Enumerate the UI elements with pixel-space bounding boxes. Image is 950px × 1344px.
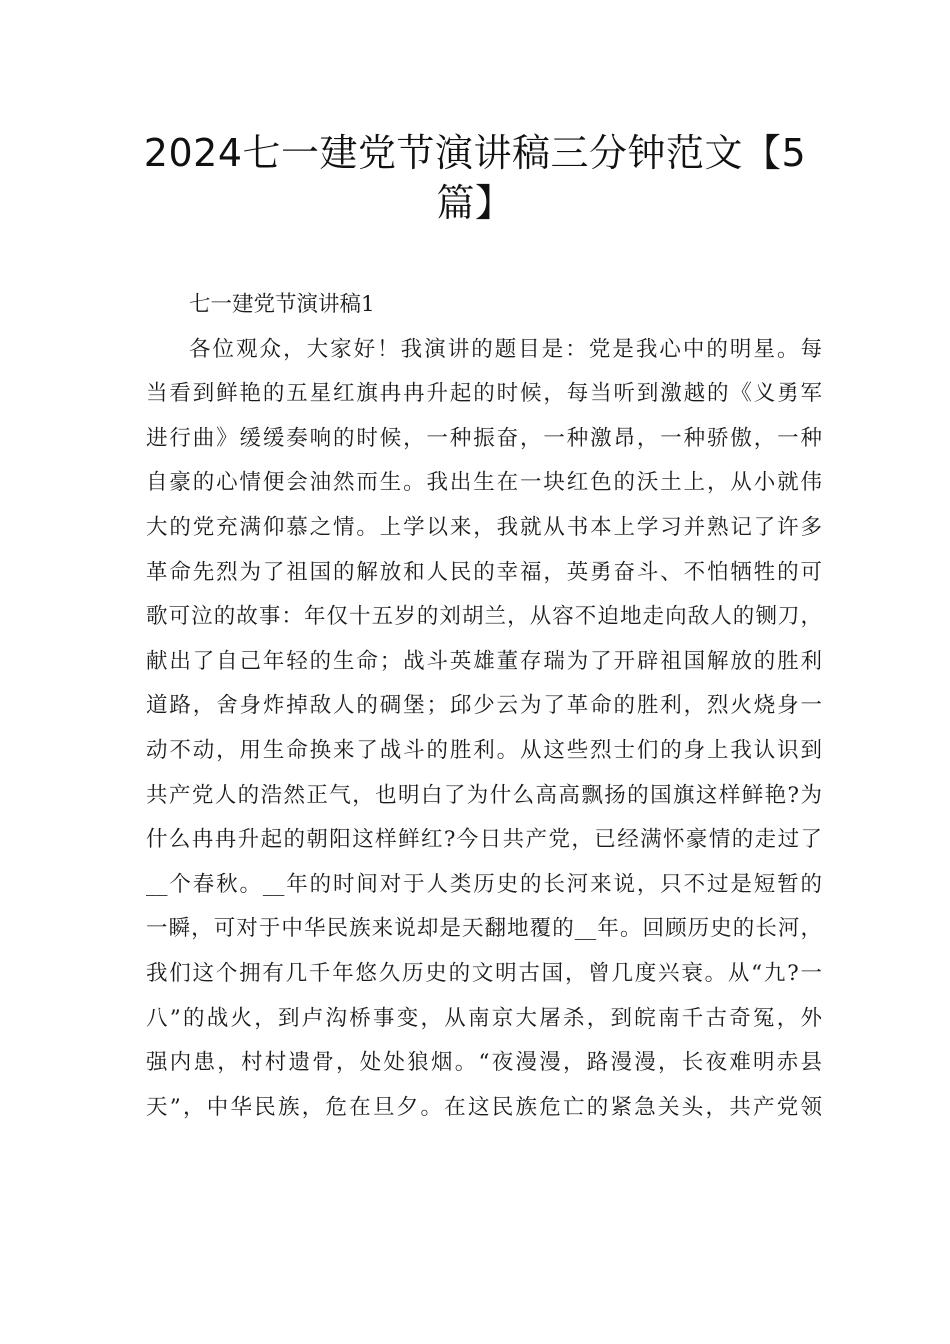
paragraph-line: 强内患，村村遗骨，处处狼烟。“夜漫漫，路漫漫，长夜难明赤县	[146, 1050, 822, 1076]
paragraph-line: 八”的战火，到卢沟桥事变，从南京大屠杀，到皖南千古奇冤，外	[146, 1005, 822, 1031]
paragraph-line: 道路，舍身炸掉敌人的碉堡；邱少云为了革命的胜利，烈火烧身一	[146, 693, 822, 719]
document-body	[146, 283, 822, 1130]
paragraph-line: __个春秋。__年的时间对于人类历史的长河来说，只不过是短暂的	[146, 871, 822, 897]
paragraph-line: 大的党充满仰慕之情。上学以来，我就从书本上学习并熟记了许多	[146, 514, 822, 540]
paragraph-line: 各位观众，大家好！我演讲的题目是：党是我心中的明星。每	[189, 336, 822, 362]
paragraph-line: 进行曲》缓缓奏响的时候，一种振奋，一种激昂，一种骄傲，一种	[146, 425, 822, 451]
section-heading: 七一建党节演讲稿1	[189, 292, 375, 317]
paragraph-line: 我们这个拥有几千年悠久历史的文明古国，曾几度兴衰。从“九?一	[146, 960, 822, 986]
paragraph-line: 动不动，用生命换来了战斗的胜利。从这些烈士们的身上我认识到	[146, 737, 822, 763]
paragraph-line: 当看到鲜艳的五星红旗冉冉升起的时候，每当听到激越的《义勇军	[146, 381, 822, 407]
paragraph-line: 共产党人的浩然正气，也明白了为什么高高飘扬的国旗这样鲜艳?为	[146, 782, 822, 808]
paragraph-line: 天”，中华民族，危在旦夕。在这民族危亡的紧急关头，共产党领	[146, 1094, 822, 1120]
document-title	[140, 128, 810, 228]
paragraph-line: 一瞬，可对于中华民族来说却是天翻地覆的__年。回顾历史的长河，	[146, 916, 822, 942]
title-line-1: 2024七一建党节演讲稿三分钟范文【5	[143, 131, 807, 175]
paragraph-line: 自豪的心情便会油然而生。我出生在一块红色的沃土上，从小就伟	[146, 470, 822, 496]
paragraph-line: 什么冉冉升起的朝阳这样鲜红?今日共产党，已经满怀豪情的走过了	[146, 827, 822, 853]
paragraph-line: 革命先烈为了祖国的解放和人民的幸福，英勇奋斗、不怕牺牲的可	[146, 559, 822, 585]
title-line-2: 篇】	[436, 181, 514, 225]
paragraph-line: 歌可泣的故事：年仅十五岁的刘胡兰，从容不迫地走向敌人的铡刀，	[146, 604, 822, 630]
paragraph-line: 献出了自己年轻的生命；战斗英雄董存瑞为了开辟祖国解放的胜利	[146, 648, 822, 674]
